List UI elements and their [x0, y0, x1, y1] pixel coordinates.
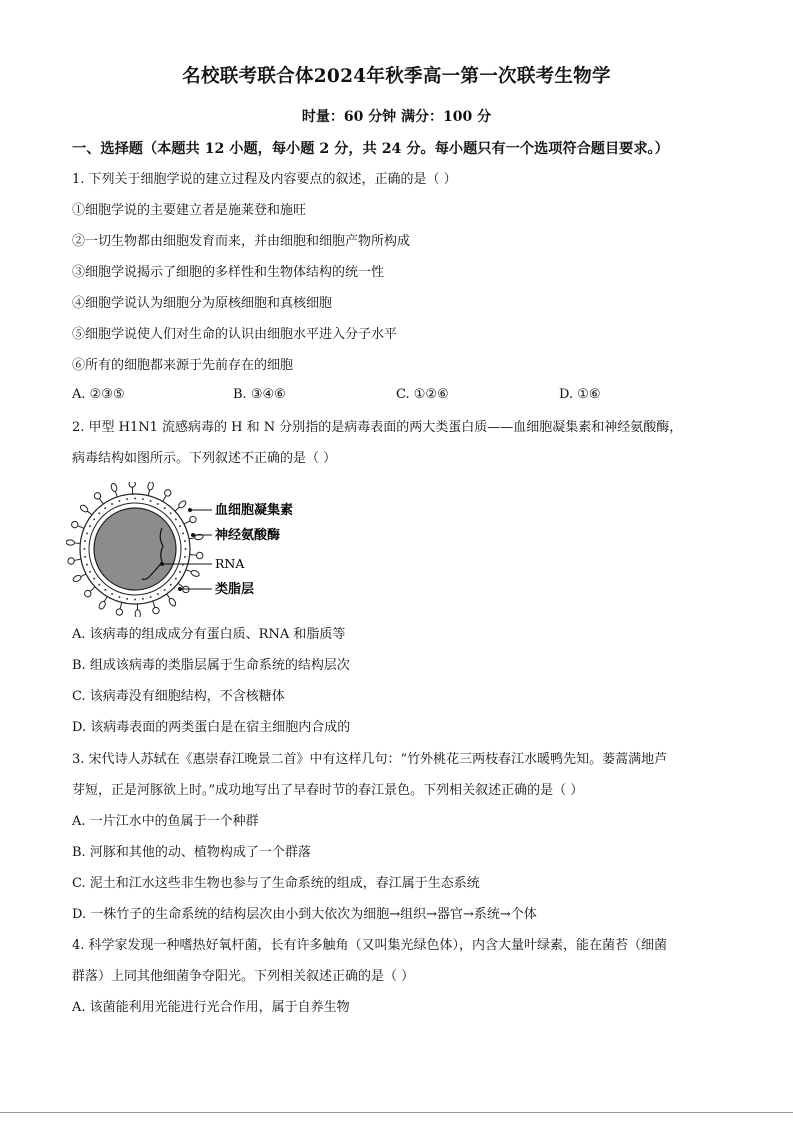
lipid-dot — [93, 578, 95, 580]
lipid-dot — [98, 584, 100, 586]
lipid-dot — [157, 503, 159, 505]
hemagglutinin-spike — [190, 569, 200, 577]
q1-item-2: ②一切生物都由细胞发育而来，并由细胞和细胞产物所构成 — [72, 234, 411, 249]
lipid-dot — [184, 556, 186, 558]
lipid-dot — [111, 593, 113, 595]
q2-stem-line2: 病毒结构如图所示。下列叙述不正确的是（ ） — [72, 451, 337, 466]
lipid-dot — [86, 532, 88, 534]
q4-option-a: A. 该菌能利用光能进行光合作用，属于自养生物 — [72, 1000, 350, 1015]
lipid-dot — [126, 598, 128, 600]
q3-option-b: B. 河豚和其他的动、植物构成了一个群落 — [72, 845, 311, 860]
spike-stem — [163, 495, 167, 501]
exam-time-score: 时量：60 分钟 满分：100 分 — [301, 109, 492, 125]
q1-stem: 1. 下列关于细胞学说的建立过程及内容要点的叙述，正确的是（ ） — [72, 172, 457, 187]
lipid-dot — [175, 578, 177, 580]
hemagglutinin-spike — [72, 574, 82, 582]
q1-item-6: ⑥所有的细胞都来源于先前存在的细胞 — [72, 358, 294, 373]
lipid-dot — [84, 548, 86, 550]
q1-item-1: ①细胞学说的主要建立者是施莱登和施旺 — [72, 203, 307, 218]
lipid-dot — [142, 498, 144, 500]
lipid-dot — [150, 500, 152, 502]
neuraminidase-spike — [71, 520, 79, 528]
neuraminidase-spike — [163, 488, 172, 497]
lipid-dot — [150, 596, 152, 598]
spike-stem — [78, 526, 84, 529]
neuraminidase-spike — [115, 608, 123, 616]
hemagglutinin-spike — [168, 597, 177, 607]
q3-option-a: A. 一片江水中的鱼属于一个种群 — [72, 814, 259, 829]
lipid-dot — [182, 532, 184, 534]
neuraminidase-spike — [93, 491, 102, 500]
q2-option-d: D. 该病毒表面的两类蛋白是在宿主细胞内合成的 — [72, 720, 351, 735]
lipid-dot — [134, 599, 136, 601]
lipid-dot — [157, 593, 159, 595]
q2-option-b: B. 组成该病毒的类脂层属于生命系统的结构层次 — [72, 658, 350, 673]
page-bottom-rule — [0, 1112, 793, 1113]
label-rna: RNA — [215, 556, 245, 571]
hemagglutinin-spike — [147, 482, 154, 491]
capsid-core — [94, 508, 176, 590]
label-hemagglutinin: 血细胞凝集素 — [215, 503, 294, 518]
lipid-dot — [86, 564, 88, 566]
hemagglutinin-spike — [135, 610, 141, 617]
lipid-dot — [164, 507, 166, 509]
spike-stem — [184, 521, 190, 524]
spike-stem — [120, 602, 122, 609]
lipid-dot — [184, 540, 186, 542]
lipid-dot — [84, 540, 86, 542]
lipid-dot — [89, 571, 91, 573]
neuraminidase-spike — [152, 606, 160, 614]
q1-item-5: ⑤细胞学说使人们对生命的认识由细胞水平进入分子水平 — [72, 327, 398, 342]
exam-title: 名校联考联合体2024年秋季高一第一次联考生物学 — [182, 66, 611, 87]
lipid-dot — [111, 503, 113, 505]
lipid-dot — [134, 498, 136, 500]
q3-option-c: C. 泥土和江水这些非生物也参与了生命系统的组成，春江属于生态系统 — [72, 876, 480, 891]
lipid-dot — [175, 518, 177, 520]
neuraminidase-spike — [67, 557, 74, 564]
spike-stem — [99, 498, 103, 504]
lipid-dot — [118, 500, 120, 502]
q1-item-4: ④细胞学说认为细胞分为原核细胞和真核细胞 — [72, 296, 333, 311]
lipid-dot — [93, 518, 95, 520]
label-lipid-layer: 类脂层 — [215, 582, 255, 597]
lipid-dot — [98, 512, 100, 514]
q2-stem-line1: 2. 甲型 H1N1 流感病毒的 H 和 N 分别指的是病毒表面的两大类蛋白质——血细胞凝集素和神经氨酸酶， — [72, 420, 683, 435]
label-neuraminidase: 神经氨酸酶 — [215, 528, 281, 543]
q3-stem-line1: 3. 宋代诗人苏轼在《惠崇春江晚景二首》中有这样几句：“竹外桃花三两枝春江水暖鸭先知。蒌蒿满地芦 — [72, 752, 668, 767]
spike-stem — [178, 583, 183, 587]
q1-option-c: C. ①②⑥ — [396, 387, 449, 402]
virus-structure-diagram — [66, 482, 326, 617]
q1-option-d: D. ①⑥ — [559, 387, 601, 402]
neuraminidase-spike — [196, 552, 203, 559]
q2-option-a: A. 该病毒的组成成分有蛋白质、RNA 和脂质等 — [72, 627, 346, 642]
q4-stem-line2: 群落）上同其他细菌争夺阳光。下列相关叙述正确的是（ ） — [72, 969, 415, 984]
lipid-dot — [84, 556, 86, 558]
spike-stem — [190, 554, 197, 555]
q1-option-a: A. ②③⑤ — [72, 387, 125, 402]
hemagglutinin-spike — [98, 600, 107, 610]
lipid-dot — [104, 507, 106, 509]
lipid-dot — [104, 589, 106, 591]
hemagglutinin-spike — [110, 483, 118, 493]
neuraminidase-spike — [189, 515, 198, 524]
q2-option-c: C. 该病毒没有细胞结构，不含核糖体 — [72, 689, 285, 704]
lipid-dot — [118, 596, 120, 598]
hemagglutinin-spike — [66, 540, 75, 546]
lipid-dot — [179, 525, 181, 527]
q3-option-d: D. 一株竹子的生命系统的结构层次由小到大依次为细胞→组织→器官→系统→个体 — [72, 907, 537, 922]
lipid-dot — [126, 498, 128, 500]
q1-option-b: B. ③④⑥ — [233, 387, 286, 402]
spike-stem — [90, 587, 95, 592]
section-heading: 一、选择题（本题共 12 小题，每小题 2 分，共 24 分。每小题只有一个选项符合题目要求。） — [72, 141, 669, 157]
q3-stem-line2: 芽短，正是河豚欲上时。”成功地写出了早春时节的春江景色。下列相关叙述正确的是（ ） — [72, 783, 584, 798]
q4-stem-line1: 4. 科学家发现一种嗜热好氧杆菌，长有许多触角（又叫集光绿色体），内含大量叶绿素，能在菌苔（细菌 — [72, 938, 668, 953]
neuraminidase-spike — [129, 482, 136, 487]
lipid-dot — [89, 525, 91, 527]
q1-item-3: ③细胞学说揭示了细胞的多样性和生物体结构的统一性 — [72, 265, 385, 280]
lipid-dot — [185, 548, 187, 550]
spike-stem — [153, 601, 155, 608]
lipid-dot — [179, 571, 181, 573]
spike-stem — [74, 559, 81, 560]
lipid-dot — [164, 589, 166, 591]
lipid-dot — [142, 598, 144, 600]
lipid-dot — [170, 584, 172, 586]
lipid-dot — [170, 512, 172, 514]
